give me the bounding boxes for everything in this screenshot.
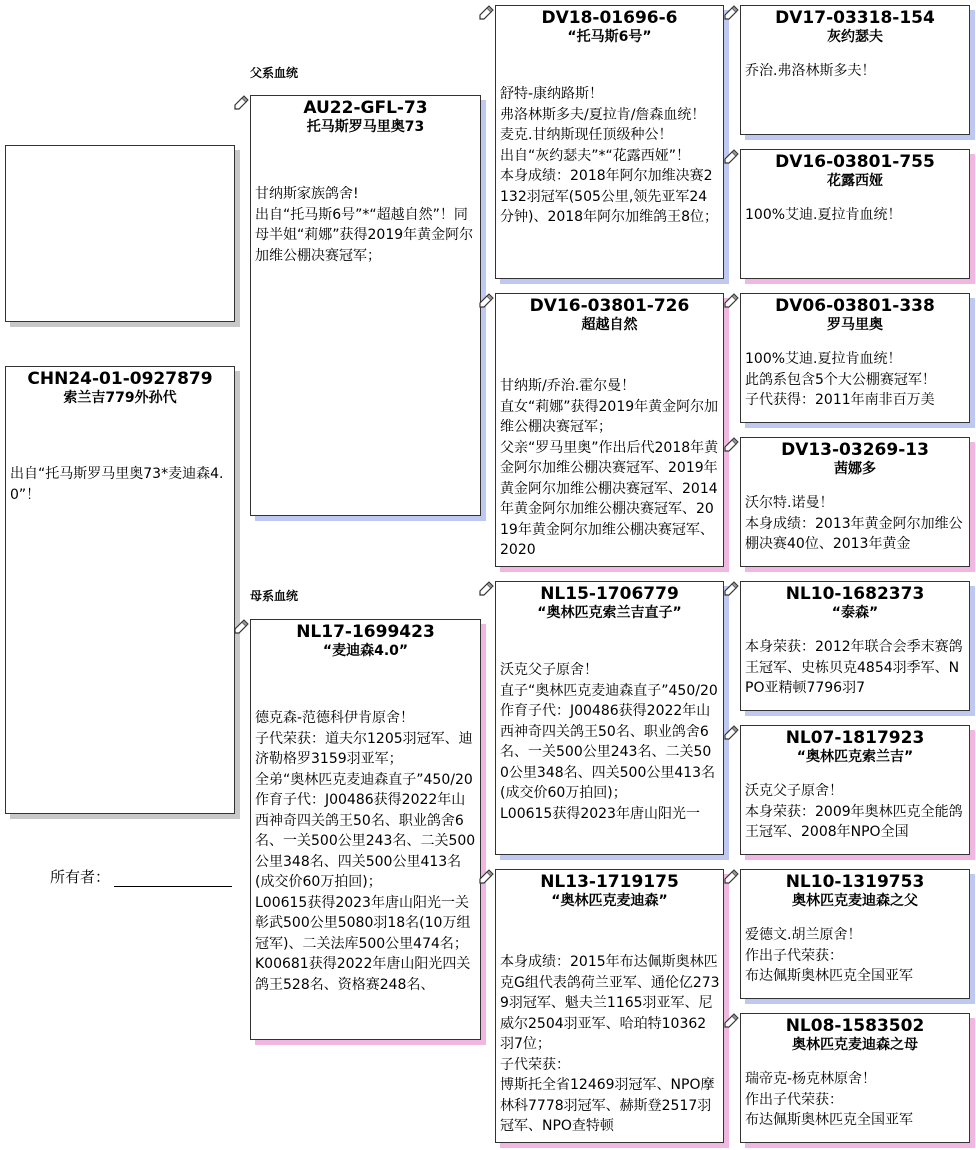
dss-ring: NL10-1682373 <box>785 584 925 604</box>
dam-card[interactable] <box>250 619 481 1040</box>
sire-dam-ring: DV16-03801-726 <box>529 296 690 316</box>
dam-name: “麦迪森4.0” <box>322 643 409 659</box>
dam-dam-card[interactable] <box>495 869 724 1143</box>
sire-dam-sire-card[interactable] <box>740 293 970 423</box>
edit-pencil-icon[interactable] <box>233 95 249 111</box>
sire-sire-notes: 舒特-康纳路斯！ 弗洛林斯多夫/夏拉肯/詹森血统！ 麦克.甘纳斯现任顶级种公！ 出自“灰约瑟夫”*“花露西娅”！ 本身成绩：2018年阿尔加维决赛2132羽冠军(505公里,领先亚军24分钟)、2018年阿尔加维鸽王8位； <box>500 86 718 225</box>
sire-dam-name: 超越自然 <box>581 317 638 333</box>
subject-card[interactable] <box>5 366 235 814</box>
edit-pencil-icon[interactable] <box>723 725 739 741</box>
ddd-notes: 瑞帝克-杨克林原舍！ 作出子代荣获： 布达佩斯奥林匹克全国亚军 <box>745 1071 913 1128</box>
dam-dam-dam-card[interactable] <box>740 1013 970 1143</box>
sire-dam-card[interactable] <box>495 293 724 567</box>
owner-label: 所有者： <box>50 868 111 886</box>
edit-pencil-icon[interactable] <box>478 5 494 21</box>
edit-pencil-icon[interactable] <box>478 581 494 597</box>
ssd-notes: 100%艾迪.夏拉肯血统！ <box>745 207 902 223</box>
sss-ring: DV17-03318-154 <box>775 8 935 28</box>
edit-pencil-icon[interactable] <box>723 581 739 597</box>
sdd-name: 茜娜多 <box>834 461 876 477</box>
edit-pencil-icon[interactable] <box>478 869 494 885</box>
sire-name: 托马斯罗马里奥73 <box>306 119 425 135</box>
edit-pencil-icon[interactable] <box>723 149 739 165</box>
sire-card[interactable] <box>250 95 481 516</box>
dam-sire-name: “奥林匹克索兰吉直子” <box>537 605 682 621</box>
edit-pencil-icon[interactable] <box>723 293 739 309</box>
sire-notes: 甘纳斯家族鸽舍! 出自“托马斯6号”*“超越自然”！同母半姐“莉娜”获得2019年黄金阿尔加维公棚决赛冠军； <box>255 186 474 264</box>
dss-name: “泰森” <box>831 605 879 621</box>
dam-sire-notes: 沃克父子原舍！ 直子“奥林匹克麦迪森直子”450/20作育子代：J00486获得2022年山西神奇四关鸽王50名、职业鸽舍6名、一关500公里243名、二关500公里348名、四关500公里413名(成交价60万拍回)； L00615获得2023年唐山阳光一 <box>500 662 718 822</box>
sire-sire-ring: DV18-01696-6 <box>541 8 678 28</box>
dam-sire-ring: NL15-1706779 <box>540 584 679 604</box>
sds-ring: DV06-03801-338 <box>775 296 935 316</box>
dam-notes: 德克森-范德科伊肯原舍！ 子代荣获：道夫尔1205羽冠军、迪济勒格罗3159羽亚军； 全弟“奥林匹克麦迪森直子”450/20作育子代：J00486获得2022年山西神奇四关鸽王50名、职业鸽舍6名、一关500公里243名、二关500公里348名、四关500公里413名(成交价60万拍回)； L00615获得2023年唐山阳光一关彰武500公里5080羽18名(10万组冠军)、二关法库500公里474名； K00681获得2022年唐山阳光四关鸽王528名、资格赛248名、 <box>255 710 476 993</box>
owner-line <box>114 872 232 887</box>
sire-dam-dam-card[interactable] <box>740 437 970 567</box>
edit-pencil-icon[interactable] <box>478 293 494 309</box>
photo-box <box>5 145 235 322</box>
edit-pencil-icon[interactable] <box>723 5 739 21</box>
dsd-notes: 沃克父子原舍！ 本身荣获：2009年奥林匹克全能鸽王冠军、2008年NPO全国 <box>745 783 963 840</box>
owner-field[interactable] <box>50 866 232 887</box>
dds-ring: NL10-1319753 <box>785 872 925 892</box>
sire-sire-name: “托马斯6号” <box>567 29 652 45</box>
subject-name: 索兰吉779外孙代 <box>63 390 177 406</box>
dam-ring: NL17-1699423 <box>296 622 435 642</box>
subject-ring: CHN24-01-0927879 <box>27 369 213 389</box>
ddd-name: 奥林匹克麦迪森之母 <box>792 1037 918 1053</box>
subject-notes: 出自“托马斯罗马里奥73*麦迪森4.0”！ <box>10 466 224 503</box>
sds-name: 罗马里奥 <box>827 317 883 333</box>
edit-pencil-icon[interactable] <box>723 437 739 453</box>
ssd-name: 花露西娅 <box>827 173 883 189</box>
sds-notes: 100%艾迪.夏拉肯血统！ 此鸽系包含5个大公棚赛冠军！ 子代获得：2011年南非百万美 <box>745 351 936 408</box>
dss-notes: 本身荣获：2012年联合会季末赛鸽王冠军、史栋贝克4854羽季军、NPO亚精顿7796羽7 <box>745 639 963 696</box>
dam-dam-sire-card[interactable] <box>740 869 970 999</box>
sire-sire-dam-card[interactable] <box>740 149 970 279</box>
dam-dam-name: “奥林匹克麦迪森” <box>551 893 668 909</box>
sss-notes: 乔治.弗洛林斯多夫！ <box>745 63 876 79</box>
sire-ring: AU22-GFL-73 <box>303 98 428 118</box>
dsd-ring: NL07-1817923 <box>785 728 925 748</box>
dam-sire-card[interactable] <box>495 581 724 855</box>
dds-name: 奥林匹克麦迪森之父 <box>792 893 918 909</box>
sss-name: 灰约瑟夫 <box>827 29 883 45</box>
ddd-ring: NL08-1583502 <box>785 1016 925 1036</box>
dam-dam-notes: 本身成绩：2015年布达佩斯奥林匹克G组代表鸽荷兰亚军、通伦亿2739羽冠军、魁夫兰1165羽亚军、尼威尔2504羽亚军、哈珀特10362羽7位； 子代荣获： 博斯托全省12469羽冠军、NPO摩林科7778羽冠军、赫斯登2517羽冠军、NPO查特顿 <box>500 954 720 1134</box>
sdd-notes: 沃尔特.诺曼！ 本身成绩：2013年黄金阿尔加维公棚决赛40位、2013年黄金 <box>745 495 963 552</box>
dsd-name: “奥林匹克索兰吉” <box>796 749 914 765</box>
edit-pencil-icon[interactable] <box>723 1013 739 1029</box>
dam-sire-sire-card[interactable] <box>740 581 970 711</box>
dam-dam-ring: NL13-1719175 <box>540 872 679 892</box>
dds-notes: 爱德文.胡兰原舍！ 作出子代荣获： 布达佩斯奥林匹克全国亚军 <box>745 927 913 984</box>
sire-dam-notes: 甘纳斯/乔治.霍尔曼！ 直女“莉娜”获得2019年黄金阿尔加维公棚决赛冠军； 父亲“罗马里奥”作出后代2018年黄金阿尔加维公棚决赛冠军、2019年黄金阿尔加维公棚决赛冠军、2014年黄金阿尔加维公棚决赛冠军、2019年黄金阿尔加维公棚决赛冠军、2020 <box>500 378 719 558</box>
edit-pencil-icon[interactable] <box>723 869 739 885</box>
sire-sire-sire-card[interactable] <box>740 5 970 135</box>
dam-sire-dam-card[interactable] <box>740 725 970 855</box>
maternal-label: 母系血统 <box>250 589 299 603</box>
paternal-label: 父系血统 <box>250 66 299 80</box>
sdd-ring: DV13-03269-13 <box>781 440 929 460</box>
edit-pencil-icon[interactable] <box>233 619 249 635</box>
ssd-ring: DV16-03801-755 <box>775 152 935 172</box>
sire-sire-card[interactable] <box>495 5 724 279</box>
